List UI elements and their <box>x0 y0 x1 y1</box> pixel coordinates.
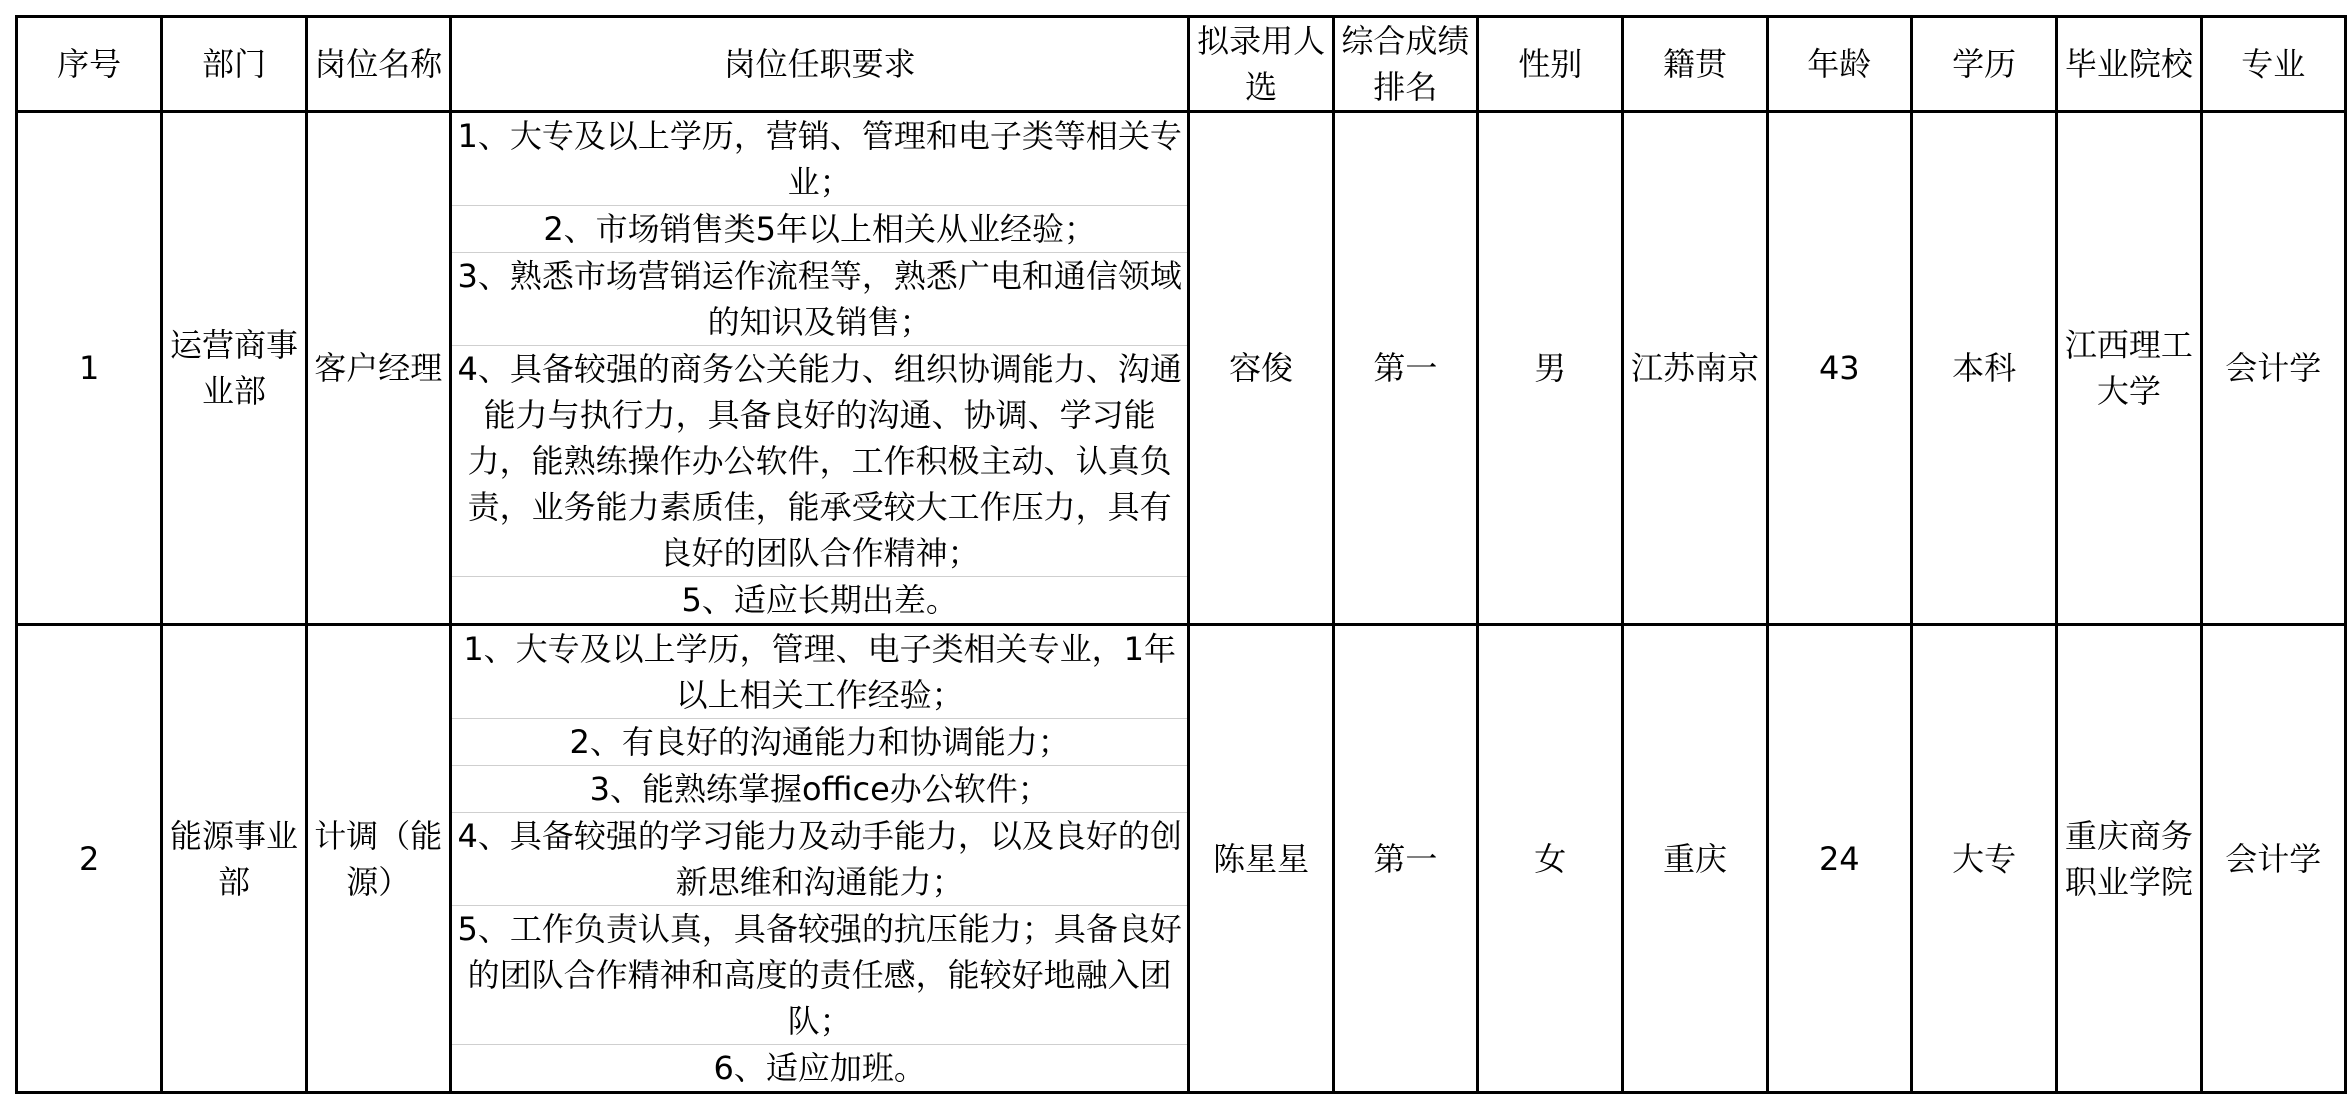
recruitment-table <box>15 15 2347 1094</box>
table-row <box>17 112 2346 625</box>
cell-school: 重庆商务职业学院 <box>2057 625 2201 1093</box>
header-row <box>17 17 2346 112</box>
cell-origin: 重庆 <box>1623 625 1767 1093</box>
cell-position: 客户经理 <box>306 112 450 625</box>
cell-candidate: 陈星星 <box>1189 625 1333 1093</box>
requirement-item: 4、具备较强的学习能力及动手能力，以及良好的创新思维和沟通能力； <box>452 813 1188 906</box>
requirement-item: 2、市场销售类5年以上相关从业经验； <box>452 206 1188 253</box>
cell-gender: 男 <box>1478 112 1623 625</box>
cell-no: 1 <box>17 112 162 625</box>
requirement-item: 5、工作负责认真，具备较强的抗压能力；具备良好的团队合作精神和高度的责任感，能较好地融入团队； <box>452 906 1188 1045</box>
header-requirements: 岗位任职要求 <box>450 17 1189 112</box>
header-origin: 籍贯 <box>1623 17 1767 112</box>
cell-rank: 第一 <box>1333 112 1477 625</box>
cell-requirements <box>450 112 1189 625</box>
cell-rank: 第一 <box>1333 625 1477 1093</box>
cell-requirements <box>450 625 1189 1093</box>
requirement-item: 6、适应加班。 <box>713 1049 926 1087</box>
header-candidate: 拟录用人选 <box>1189 17 1333 112</box>
requirement-item: 1、大专及以上学历，管理、电子类相关专业，1年以上相关工作经验； <box>452 626 1188 719</box>
table-row <box>17 625 2346 1093</box>
cell-education: 本科 <box>1911 112 2056 625</box>
requirement-item: 5、适应长期出差。 <box>681 581 958 619</box>
header-dept: 部门 <box>162 17 306 112</box>
header-gender: 性别 <box>1478 17 1623 112</box>
header-no: 序号 <box>17 17 162 112</box>
cell-age: 24 <box>1767 625 1911 1093</box>
requirement-item: 2、有良好的沟通能力和协调能力； <box>452 719 1188 766</box>
cell-candidate: 容俊 <box>1189 112 1333 625</box>
cell-age: 43 <box>1767 112 1911 625</box>
requirement-item: 3、能熟练掌握office办公软件； <box>452 766 1188 813</box>
header-school: 毕业院校 <box>2057 17 2201 112</box>
cell-origin: 江苏南京 <box>1623 112 1767 625</box>
cell-no: 2 <box>17 625 162 1093</box>
cell-dept: 运营商事业部 <box>162 112 306 625</box>
cell-school: 江西理工大学 <box>2057 112 2201 625</box>
requirement-item: 4、具备较强的商务公关能力、组织协调能力、沟通能力与执行力，具备良好的沟通、协调、学习能力，能熟练操作办公软件，工作积极主动、认真负责，业务能力素质佳，能承受较大工作压力，具有良好的团队合作精神； <box>452 346 1188 577</box>
header-rank: 综合成绩排名 <box>1333 17 1477 112</box>
header-education: 学历 <box>1911 17 2056 112</box>
header-major: 专业 <box>2201 17 2345 112</box>
cell-dept: 能源事业部 <box>162 625 306 1093</box>
header-position: 岗位名称 <box>306 17 450 112</box>
cell-major: 会计学 <box>2201 625 2345 1093</box>
requirement-item: 3、熟悉市场营销运作流程等，熟悉广电和通信领域的知识及销售； <box>452 253 1188 346</box>
header-age: 年龄 <box>1767 17 1911 112</box>
requirement-item: 1、大专及以上学历，营销、管理和电子类等相关专业； <box>452 113 1188 206</box>
cell-gender: 女 <box>1478 625 1623 1093</box>
cell-education: 大专 <box>1911 625 2056 1093</box>
cell-major: 会计学 <box>2201 112 2345 625</box>
cell-position: 计调（能源） <box>306 625 450 1093</box>
